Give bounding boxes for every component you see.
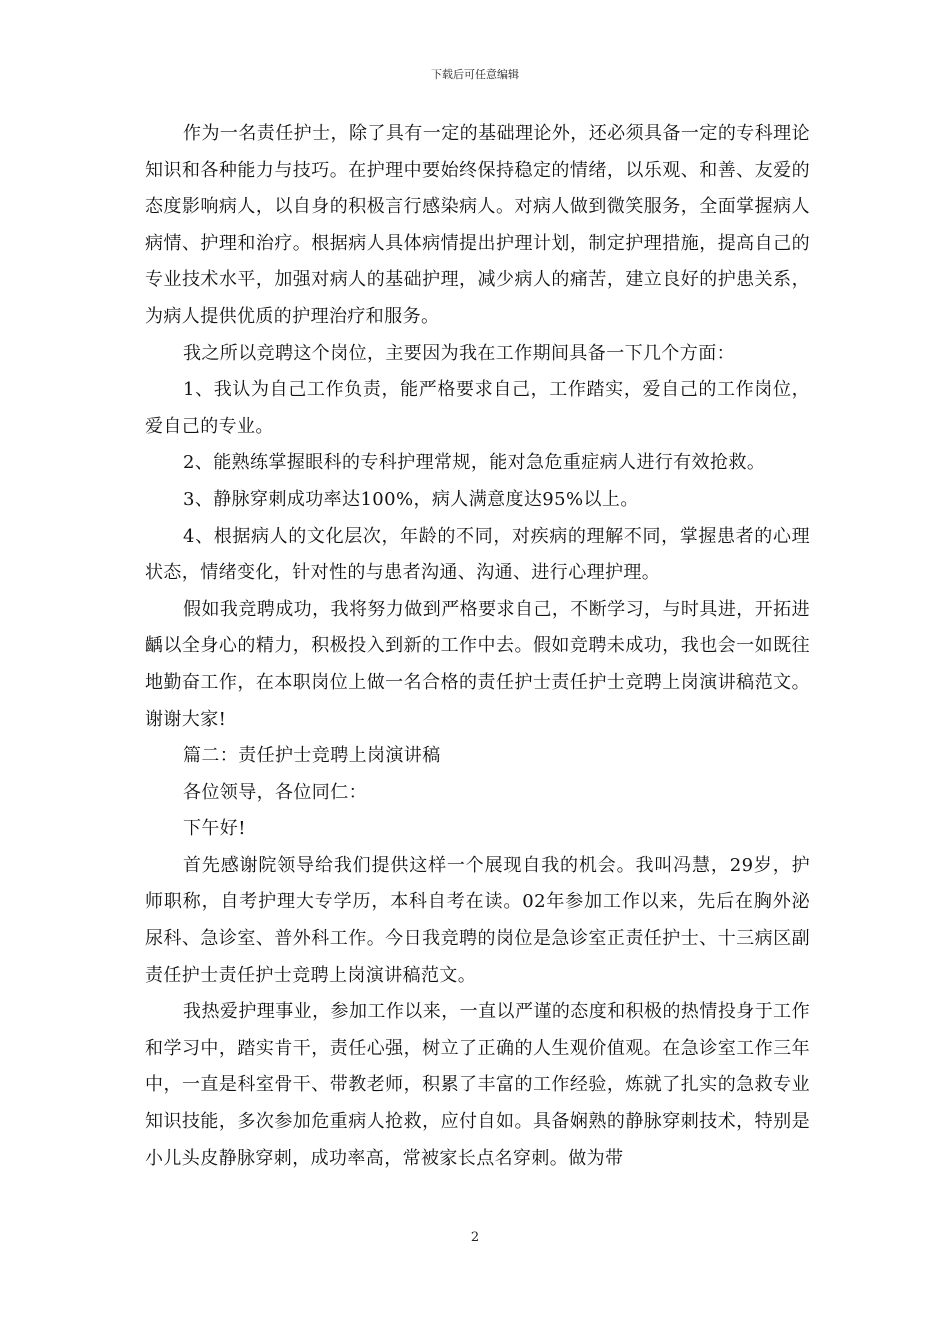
document-body	[145, 116, 810, 1177]
paragraph: 我热爱护理事业，参加工作以来，一直以严谨的态度和积极的热情投身于工作和学习中，踏实肯干，责任心强，树立了正确的人生观价值观。在急诊室工作三年中，一直是科室骨干、带教老师，积累了丰富的工作经验，炼就了扎实的急救专业知识技能，多次参加危重病人抢救，应付自如。具备娴熟的静脉穿刺技术，特别是小儿头皮静脉穿刺，成功率高，常被家长点名穿刺。做为带	[145, 1001, 810, 1169]
paragraph: 假如我竞聘成功，我将努力做到严格要求自己，不断学习，与时具进，开拓进齲以全身心的精力，积极投入到新的工作中去。假如竞聘未成功，我也会一如既往地勤奋工作，在本职岗位上做一名合格的责任护士责任护士竞聘上岗演讲稿范文。谢谢大家!	[145, 598, 810, 730]
greeting: 下午好!	[183, 818, 246, 840]
section-title: 篇二：责任护士竞聘上岗演讲稿	[183, 745, 441, 767]
page-number: 2	[470, 1230, 480, 1245]
list-item: 1、我认为自己工作负责，能严格要求自己，工作踏实，爱自己的工作岗位，爱自己的专业。	[145, 379, 810, 437]
paragraph: 我之所以竞聘这个岗位，主要因为我在工作期间具备一下几个方面：	[183, 342, 735, 364]
paragraph: 首先感谢院领导给我们提供这样一个展现自我的机会。我叫冯慧，29岁，护师职称，自考护理大专学历，本科自考在读。02年参加工作以来，先后在胸外泌尿科、急诊室、普外科工作。今日我竞聘的岗位是急诊室正责任护士、十三病区副责任护士责任护士竞聘上岗演讲稿范文。	[145, 854, 810, 986]
salutation: 各位领导，各位同仁：	[183, 781, 367, 803]
page-header: 下载后可任意编辑	[431, 68, 519, 81]
list-item: 3、静脉穿刺成功率达100%，病人满意度达95%以上。	[183, 488, 639, 510]
paragraph: 作为一名责任护士，除了具有一定的基础理论外，还必须具备一定的专科理论知识和各种能力与技巧。在护理中要始终保持稳定的情绪，以乐观、和善、友爱的态度影响病人，以自身的积极言行感染病人。对病人做到微笑服务，全面掌握病人病情、护理和治疗。根据病人具体病情提出护理计划，制定护理措施，提高自己的专业技术水平，加强对病人的基础护理，减少病人的痛苦，建立良好的护患关系，为病人提供优质的护理治疗和服务。	[145, 123, 810, 327]
list-item: 2、能熟练掌握眼科的专科护理常规，能对急危重症病人进行有效抢救。	[183, 452, 766, 474]
list-item: 4、根据病人的文化层次，年龄的不同，对疾病的理解不同，掌握患者的心理状态，情绪变化，针对性的与患者沟通、沟通、进行心理护理。	[145, 525, 810, 584]
